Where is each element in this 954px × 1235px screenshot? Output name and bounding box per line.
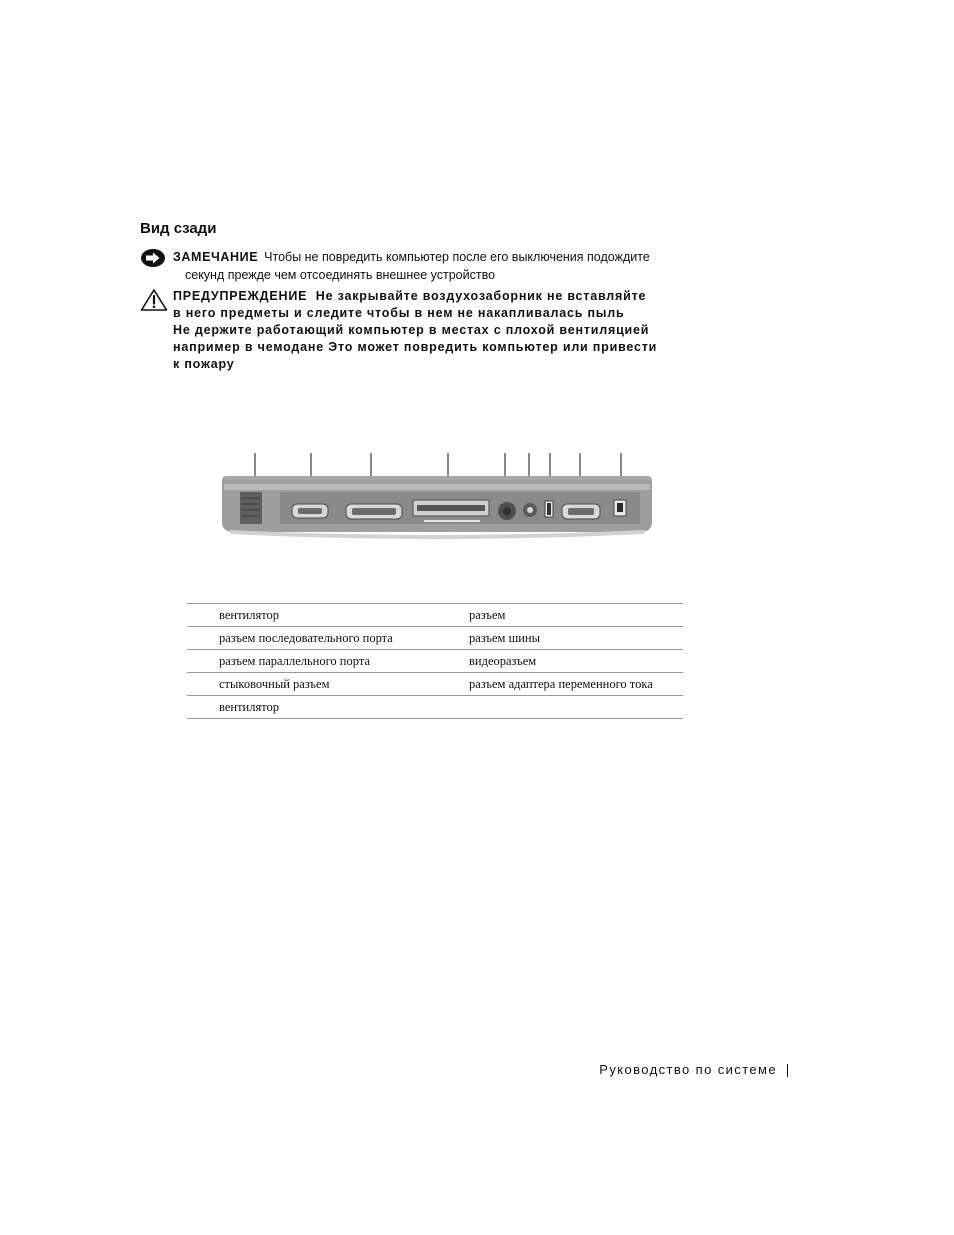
warning-line-5: к пожару — [173, 357, 235, 371]
table-row — [187, 627, 683, 650]
page-footer — [599, 1062, 802, 1077]
legend-item: вентилятор — [219, 696, 437, 719]
warning-block — [140, 288, 740, 373]
notice-line-2: секунд прежде чем отсоединять внешнее устройство — [185, 268, 496, 282]
warning-text — [173, 288, 740, 373]
legend-item: разъем последовательного порта — [219, 627, 437, 650]
table-row — [187, 604, 683, 627]
notice-text — [173, 248, 730, 284]
footer-text: Руководство по системе — [599, 1062, 777, 1077]
fan-vent-left — [240, 492, 262, 524]
warning-line-3: Не держите работающий компьютер в местах с плохой вентиляцией — [173, 323, 650, 337]
legend-item: видеоразъем — [469, 650, 683, 673]
warning-triangle-icon — [140, 288, 168, 312]
legend-item: разъем — [469, 604, 683, 627]
legend-item: разъем параллельного порта — [219, 650, 437, 673]
notice-label: ЗАМЕЧАНИЕ — [173, 250, 259, 264]
legend-item: разъем адаптера переменного тока — [469, 673, 683, 696]
warning-label: ПРЕДУПРЕЖДЕНИЕ — [173, 289, 308, 303]
warning-line-2: в него предметы и следите чтобы в нем не накапливалась пыль — [173, 306, 625, 320]
notice-block — [140, 248, 730, 284]
warning-line-4: например в чемодане Это может повредить компьютер или привести — [173, 340, 658, 354]
legend-item: вентилятор — [219, 604, 437, 627]
page-number-separator — [787, 1064, 802, 1077]
notice-line-1: Чтобы не повредить компьютер после его выключения подождите — [264, 250, 650, 264]
table-row — [187, 696, 683, 719]
laptop-back-view-figure — [210, 450, 660, 550]
notice-arrow-icon — [140, 248, 166, 268]
legend-table — [187, 603, 683, 719]
legend-item: стыковочный разъем — [219, 673, 437, 696]
table-row — [187, 673, 683, 696]
legend-item — [469, 696, 683, 719]
section-title: Вид сзади — [140, 220, 217, 237]
table-row — [187, 650, 683, 673]
legend-item: разъем шины — [469, 627, 683, 650]
warning-line-1 — [173, 288, 740, 305]
warning-line-1-text: Не закрывайте воздухозаборник не вставляйте — [315, 289, 647, 303]
